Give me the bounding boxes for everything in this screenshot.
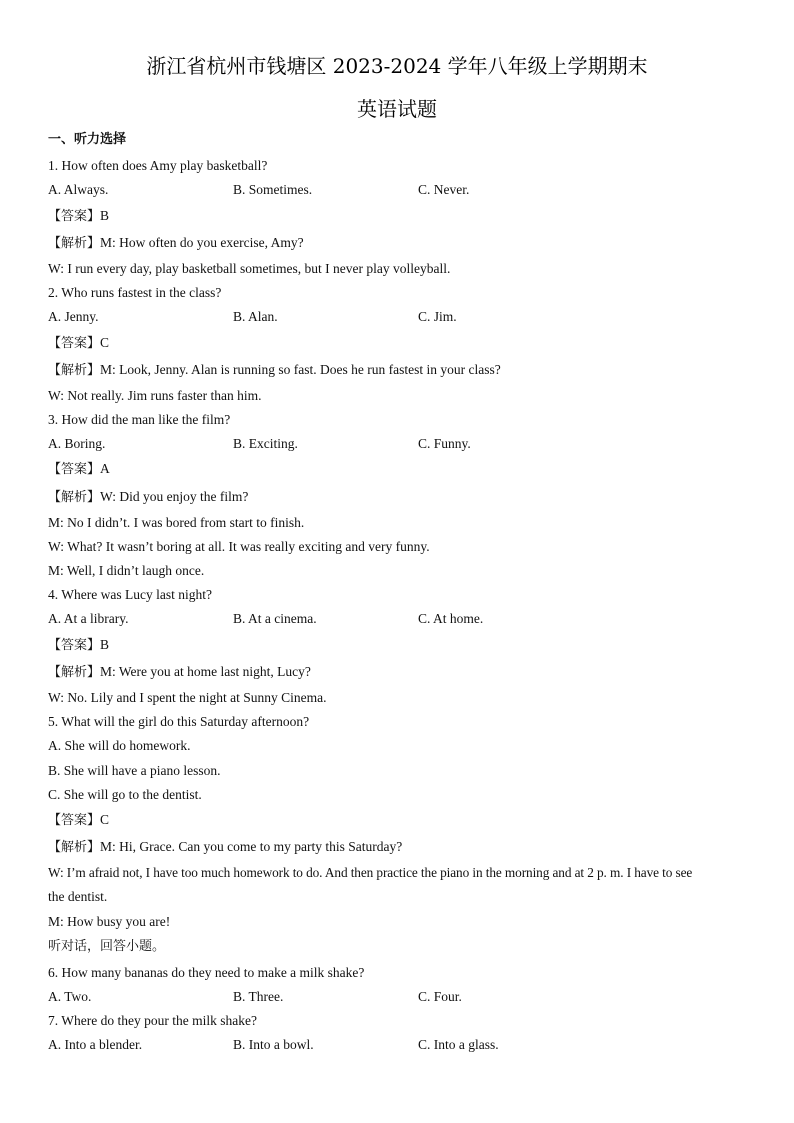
q3-option-a: A. Boring. [48, 436, 106, 451]
q5-option-b: B. She will have a piano lesson. [48, 763, 221, 778]
q5-analysis-line: M: Hi, Grace. Can you come to my party this Saturday? [100, 839, 403, 854]
q5-option-c: C. She will go to the dentist. [48, 787, 202, 802]
q5-analysis-line: W: I’m afraid not, I have too much homework to do. And then practice the piano in the morning and at 2 p. m. I have to see [48, 865, 693, 880]
q4-option-b: B. At a cinema. [233, 611, 317, 626]
q1-analysis [48, 235, 304, 252]
q3-option-c: C. Funny. [418, 436, 471, 451]
q2-analysis [48, 362, 501, 379]
analysis-tag: 【解析】 [48, 665, 101, 680]
q7-option-c: C. Into a glass. [418, 1037, 499, 1052]
exam-title: 浙江省杭州市钱塘区 2023-2024 学年八年级上学期期末 [146, 54, 648, 78]
q3-analysis [48, 489, 248, 506]
q1-analysis-line: M: How often do you exercise, Amy? [100, 235, 304, 250]
q3-analysis-line: M: Well, I didn’t laugh once. [48, 563, 205, 578]
q3-analysis-line: M: No I didn’t. I was bored from start to finish. [48, 515, 305, 530]
q2-option-c: C. Jim. [418, 309, 457, 324]
answer-tag: 【答案】 [48, 209, 101, 224]
q2-analysis-line: M: Look, Jenny. Alan is running so fast. Does he run fastest in your class? [100, 362, 501, 377]
q2-answer-value: C [100, 335, 110, 350]
analysis-tag: 【解析】 [48, 236, 101, 251]
q1-analysis-line: W: I run every day, play basketball sometimes, but I never play volleyball. [48, 261, 451, 276]
q3-analysis-line: W: Did you enjoy the film? [100, 489, 249, 504]
question-7: 7. Where do they pour the milk shake? [48, 1013, 257, 1028]
q4-answer [48, 637, 109, 654]
q4-analysis [48, 664, 311, 681]
q3-answer-value: A [100, 461, 110, 476]
q1-option-b: B. Sometimes. [233, 182, 313, 197]
question-6: 6. How many bananas do they need to make a milk shake? [48, 965, 365, 980]
q5-analysis-line: M: How busy you are! [48, 914, 171, 929]
q6-option-c: C. Four. [418, 989, 462, 1004]
exam-subtitle: 英语试题 [357, 97, 437, 121]
q2-option-b: B. Alan. [233, 309, 278, 324]
question-3: 3. How did the man like the film? [48, 412, 231, 427]
question-5: 5. What will the girl do this Saturday afternoon? [48, 714, 310, 729]
section-heading: 一、听力选择 [48, 132, 127, 147]
question-4: 4. Where was Lucy last night? [48, 587, 212, 602]
q2-answer [48, 335, 109, 352]
q3-analysis-line: W: What? It wasn’t boring at all. It was really exciting and very funny. [48, 539, 430, 554]
q6-option-b: B. Three. [233, 989, 284, 1004]
q7-option-a: A. Into a blender. [48, 1037, 143, 1052]
question-1: 1. How often does Amy play basketball? [48, 158, 268, 173]
q5-analysis-line: the dentist. [48, 889, 108, 904]
listening-instruction: 听对话，回答小题。 [48, 939, 166, 954]
q1-option-c: C. Never. [418, 182, 470, 197]
analysis-tag: 【解析】 [48, 840, 101, 855]
analysis-tag: 【解析】 [48, 490, 101, 505]
q4-analysis-line: M: Were you at home last night, Lucy? [100, 664, 311, 679]
q5-answer-value: C [100, 812, 110, 827]
q5-answer [48, 812, 109, 829]
question-2: 2. Who runs fastest in the class? [48, 285, 222, 300]
q4-analysis-line: W: No. Lily and I spent the night at Sunny Cinema. [48, 690, 327, 705]
q4-option-c: C. At home. [418, 611, 484, 626]
q1-answer-value: B [100, 208, 110, 223]
q2-option-a: A. Jenny. [48, 309, 99, 324]
answer-tag: 【答案】 [48, 813, 101, 828]
answer-tag: 【答案】 [48, 638, 101, 653]
q7-option-b: B. Into a bowl. [233, 1037, 314, 1052]
q1-option-a: A. Always. [48, 182, 109, 197]
q4-option-a: A. At a library. [48, 611, 129, 626]
q6-option-a: A. Two. [48, 989, 92, 1004]
q2-analysis-line: W: Not really. Jim runs faster than him. [48, 388, 262, 403]
answer-tag: 【答案】 [48, 462, 101, 477]
q3-option-b: B. Exciting. [233, 436, 298, 451]
q5-option-a: A. She will do homework. [48, 738, 191, 753]
analysis-tag: 【解析】 [48, 363, 101, 378]
q4-answer-value: B [100, 637, 110, 652]
q1-answer [48, 208, 109, 225]
q5-analysis [48, 839, 402, 856]
answer-tag: 【答案】 [48, 336, 101, 351]
q3-answer [48, 461, 110, 478]
